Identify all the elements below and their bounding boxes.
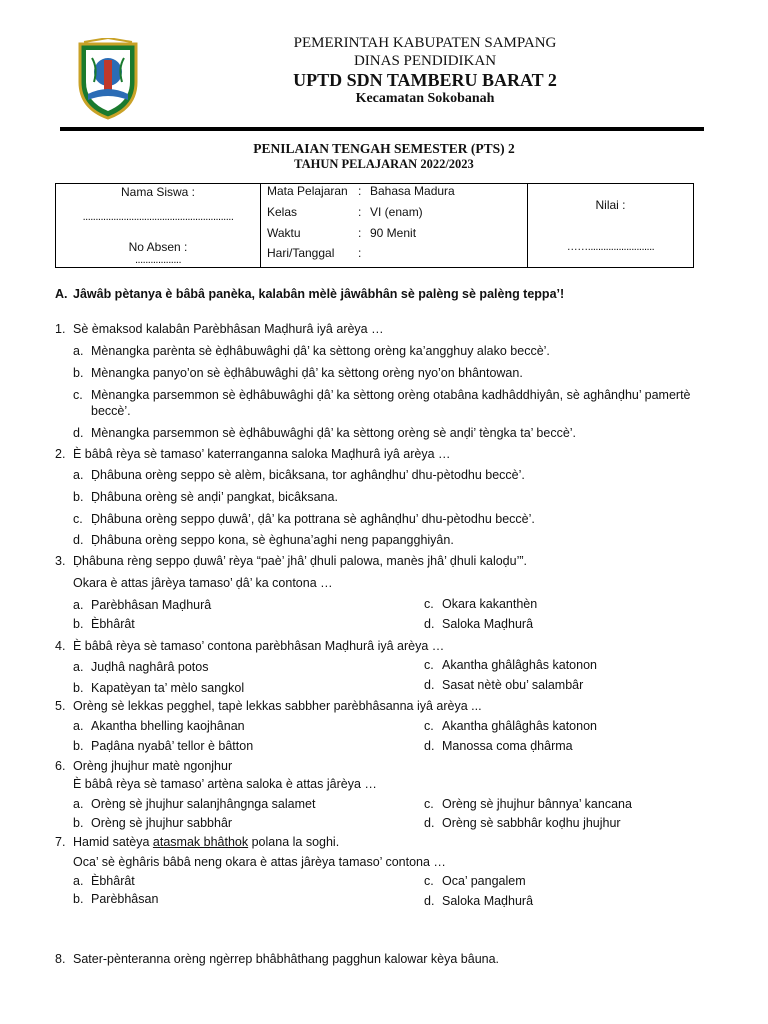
- option-text[interactable]: Orèng sè jhujhur salanjhângnga salamet: [91, 797, 316, 811]
- question-text-continued: Oca’ sè èghâris bâbâ neng okara è attas jârèya tamaso’ contona …: [73, 855, 446, 869]
- student-name-field[interactable]: ...........................................................: [82, 211, 234, 223]
- option-letter: a.: [73, 797, 84, 811]
- question-number: 5.: [55, 699, 66, 713]
- score-field[interactable]: ……..........................: [566, 241, 655, 253]
- option-letter: b.: [73, 681, 84, 695]
- option-letter: d.: [424, 617, 435, 631]
- option-letter: b.: [73, 617, 84, 631]
- option-text[interactable]: Saloka Maḍhurâ: [442, 617, 534, 631]
- question-number: 8.: [55, 952, 66, 966]
- question-number: 2.: [55, 447, 66, 461]
- option-text[interactable]: Ḍhâbuna orèng seppo kona, sè èghuna’aghi neng papangghiyân.: [91, 533, 454, 547]
- option-text[interactable]: Akantha bhelling kaojhânan: [91, 719, 245, 733]
- option-text[interactable]: Orèng sè jhujhur bânnya’ kancana: [442, 797, 632, 811]
- option-letter: c.: [73, 388, 83, 402]
- question-number: 7.: [55, 835, 66, 849]
- option-letter: a.: [73, 598, 84, 612]
- option-text[interactable]: Juḍhâ naghârâ potos: [91, 660, 209, 674]
- option-letter: d.: [73, 533, 84, 547]
- option-text[interactable]: Sasat nètè obu’ salambâr: [442, 678, 584, 692]
- option-text[interactable]: Paḍâna nyabâ’ tellor è bâtton: [91, 739, 254, 753]
- student-name-label: Nama Siswa :: [120, 185, 196, 199]
- option-text[interactable]: Manossa coma ḍhârma: [442, 739, 573, 753]
- option-text[interactable]: Orèng sè jhujhur sabbhâr: [91, 816, 233, 830]
- option-letter: a.: [73, 660, 84, 674]
- field-value: Bahasa Madura: [370, 184, 455, 198]
- question-text: [73, 834, 339, 850]
- option-text[interactable]: Mènangka parènta sè èḍhâbuwâghi ḍâ’ ka sèttong orèng ka’angghuy alako beccè’.: [91, 344, 550, 358]
- option-letter: d.: [424, 894, 435, 908]
- option-letter: c.: [424, 797, 434, 811]
- option-letter: b.: [73, 739, 84, 753]
- regency-logo: [74, 38, 142, 120]
- question-number: 4.: [55, 639, 66, 653]
- option-text[interactable]: Ḍhâbuna orèng seppo sè alèm, bicâksana, tor aghânḍhu’ dhu-pètodhu beccè’.: [91, 468, 525, 482]
- option-text[interactable]: Mènangka parsemmon sè èḍhâbuwâghi ḍâ’ ka sèttong orèng otabâna kadhâddhiyân, sè aghânḍhu’ pamertè: [91, 388, 691, 402]
- question-text: È bâbâ rèya sè tamaso’ contona parèbhâsan Maḍhurâ iyâ arèya …: [73, 639, 445, 653]
- option-text[interactable]: Oca’ pangalem: [442, 874, 526, 888]
- absen-label: No Absen :: [128, 240, 188, 254]
- option-letter: d.: [424, 816, 435, 830]
- option-letter: a.: [73, 468, 84, 482]
- question-text: Sater-pènteranna orèng ngèrrep bhâbhâthang pagghun kalowar kèya bâuna.: [73, 952, 500, 966]
- field-value: VI (enam): [370, 205, 423, 219]
- field-separator: :: [358, 184, 362, 198]
- option-letter: b.: [73, 366, 84, 380]
- option-letter: c.: [424, 658, 434, 672]
- section-letter: A.: [55, 287, 68, 301]
- option-letter: b.: [73, 490, 84, 504]
- option-text[interactable]: Orèng sè sabbhâr koḍhu jhujhur: [442, 816, 621, 830]
- option-text[interactable]: Parèbhâsan: [91, 892, 159, 906]
- question-text: Ḍhâbuna rèng seppo ḍuwâ’ rèya “paè’ jhâ’ ḍhuli palowa, manès jhâ’ ḍhuli kaloḍu’”.: [73, 554, 527, 568]
- option-letter: b.: [73, 816, 84, 830]
- underlined-phrase: atasmak bhâthok: [152, 835, 249, 849]
- option-text[interactable]: Akantha ghâlâghâs katonon: [442, 719, 597, 733]
- question-text: Orèng sè lekkas pegghel, tapè lekkas sabbher parèbhâsanna iyâ arèya ...: [73, 699, 482, 713]
- question-number: 3.: [55, 554, 66, 568]
- option-letter: a.: [73, 874, 84, 888]
- option-text[interactable]: Kapatèyan ta’ mèlo sangkol: [91, 681, 245, 695]
- government-name: PEMERINTAH KABUPATEN SAMPANG: [293, 35, 557, 51]
- option-letter: d.: [424, 739, 435, 753]
- question-text: È bâbâ rèya sè tamaso’ katerranganna saloka Maḍhurâ iyâ arèya …: [73, 447, 451, 461]
- option-text[interactable]: Akantha ghâlâghâs katonon: [442, 658, 597, 672]
- option-letter: d.: [73, 426, 84, 440]
- field-separator: :: [358, 226, 362, 240]
- option-text[interactable]: Èbhârât: [91, 874, 135, 888]
- field-value: 90 Menit: [370, 226, 417, 240]
- option-text[interactable]: Ḍhâbuna orèng seppo ḍuwâ’, ḍâ’ ka pottrana sè aghânḍhu’ dhu-pètodhu beccè’.: [91, 512, 535, 526]
- district-name: Kecamatan Sokobanah: [355, 91, 495, 106]
- field-label: Waktu: [267, 226, 301, 240]
- option-text[interactable]: Saloka Maḍhurâ: [442, 894, 534, 908]
- option-letter: c.: [424, 719, 434, 733]
- student-info-table: [55, 183, 694, 268]
- question-text-end: polana la soghi.: [251, 835, 340, 849]
- option-text[interactable]: Okara kakanthèn: [442, 597, 538, 611]
- option-text[interactable]: Mènangka parsemmon sè èḍhâbuwâghi ḍâ’ ka sèttong orèng sè anḍi’ tèngka ta’ beccè’.: [91, 426, 577, 440]
- section-instruction: Jâwâb pètanya è bâbâ panèka, kalabân mèlè jâwâbhân sè palèng sè palèng teppa’!: [73, 287, 565, 301]
- option-letter: a.: [73, 344, 84, 358]
- option-letter: a.: [73, 719, 84, 733]
- option-text-continued: beccè’.: [91, 404, 131, 418]
- question-text-start: Hamid satèya: [73, 835, 150, 849]
- exam-year: TAHUN PELAJARAN 2022/2023: [294, 157, 474, 171]
- option-text[interactable]: Parèbhâsan Maḍhurâ: [91, 598, 212, 612]
- option-text[interactable]: Ḍhâbuna orèng sè anḍi’ pangkat, bicâksana.: [91, 490, 338, 504]
- score-cell: [528, 184, 694, 268]
- exam-title: PENILAIAN TENGAH SEMESTER (PTS) 2: [253, 141, 515, 156]
- header-divider: [60, 127, 704, 131]
- question-text-continued: Okara è attas jârèya tamaso’ ḍâ’ ka contona …: [73, 576, 333, 590]
- option-letter: d.: [424, 678, 435, 692]
- option-letter: c.: [424, 597, 434, 611]
- department-name: DINAS PENDIDIKAN: [353, 53, 497, 69]
- score-label: Nilai :: [595, 198, 626, 212]
- question-text: Sè èmaksod kalabân Parèbhâsan Maḍhurâ iyâ arèya …: [73, 322, 384, 336]
- field-label: Mata Pelajaran: [267, 184, 348, 198]
- option-text[interactable]: Èbhârât: [91, 617, 135, 631]
- option-letter: b.: [73, 892, 84, 906]
- absen-field[interactable]: ..................: [134, 254, 181, 266]
- field-separator: :: [358, 246, 362, 260]
- student-cell: [56, 184, 261, 268]
- question-number: 6.: [55, 759, 66, 773]
- school-name: UPTD SDN TAMBERU BARAT 2: [293, 70, 557, 90]
- option-letter: c.: [73, 512, 83, 526]
- option-letter: c.: [424, 874, 434, 888]
- field-label: Kelas: [267, 205, 298, 219]
- field-separator: :: [358, 205, 362, 219]
- question-text: Orèng jhujhur matè ngonjhur: [73, 759, 233, 773]
- subject-cell: [261, 184, 528, 268]
- question-text-continued: È bâbâ rèya sè tamaso’ artèna saloka è attas jârèya …: [73, 777, 377, 791]
- question-number: 1.: [55, 322, 66, 336]
- field-label: Hari/Tanggal: [267, 246, 335, 260]
- option-text[interactable]: Mènangka panyo’on sè èḍhâbuwâghi ḍâ’ ka sèttong orèng nyo’on bhântowan.: [91, 366, 523, 380]
